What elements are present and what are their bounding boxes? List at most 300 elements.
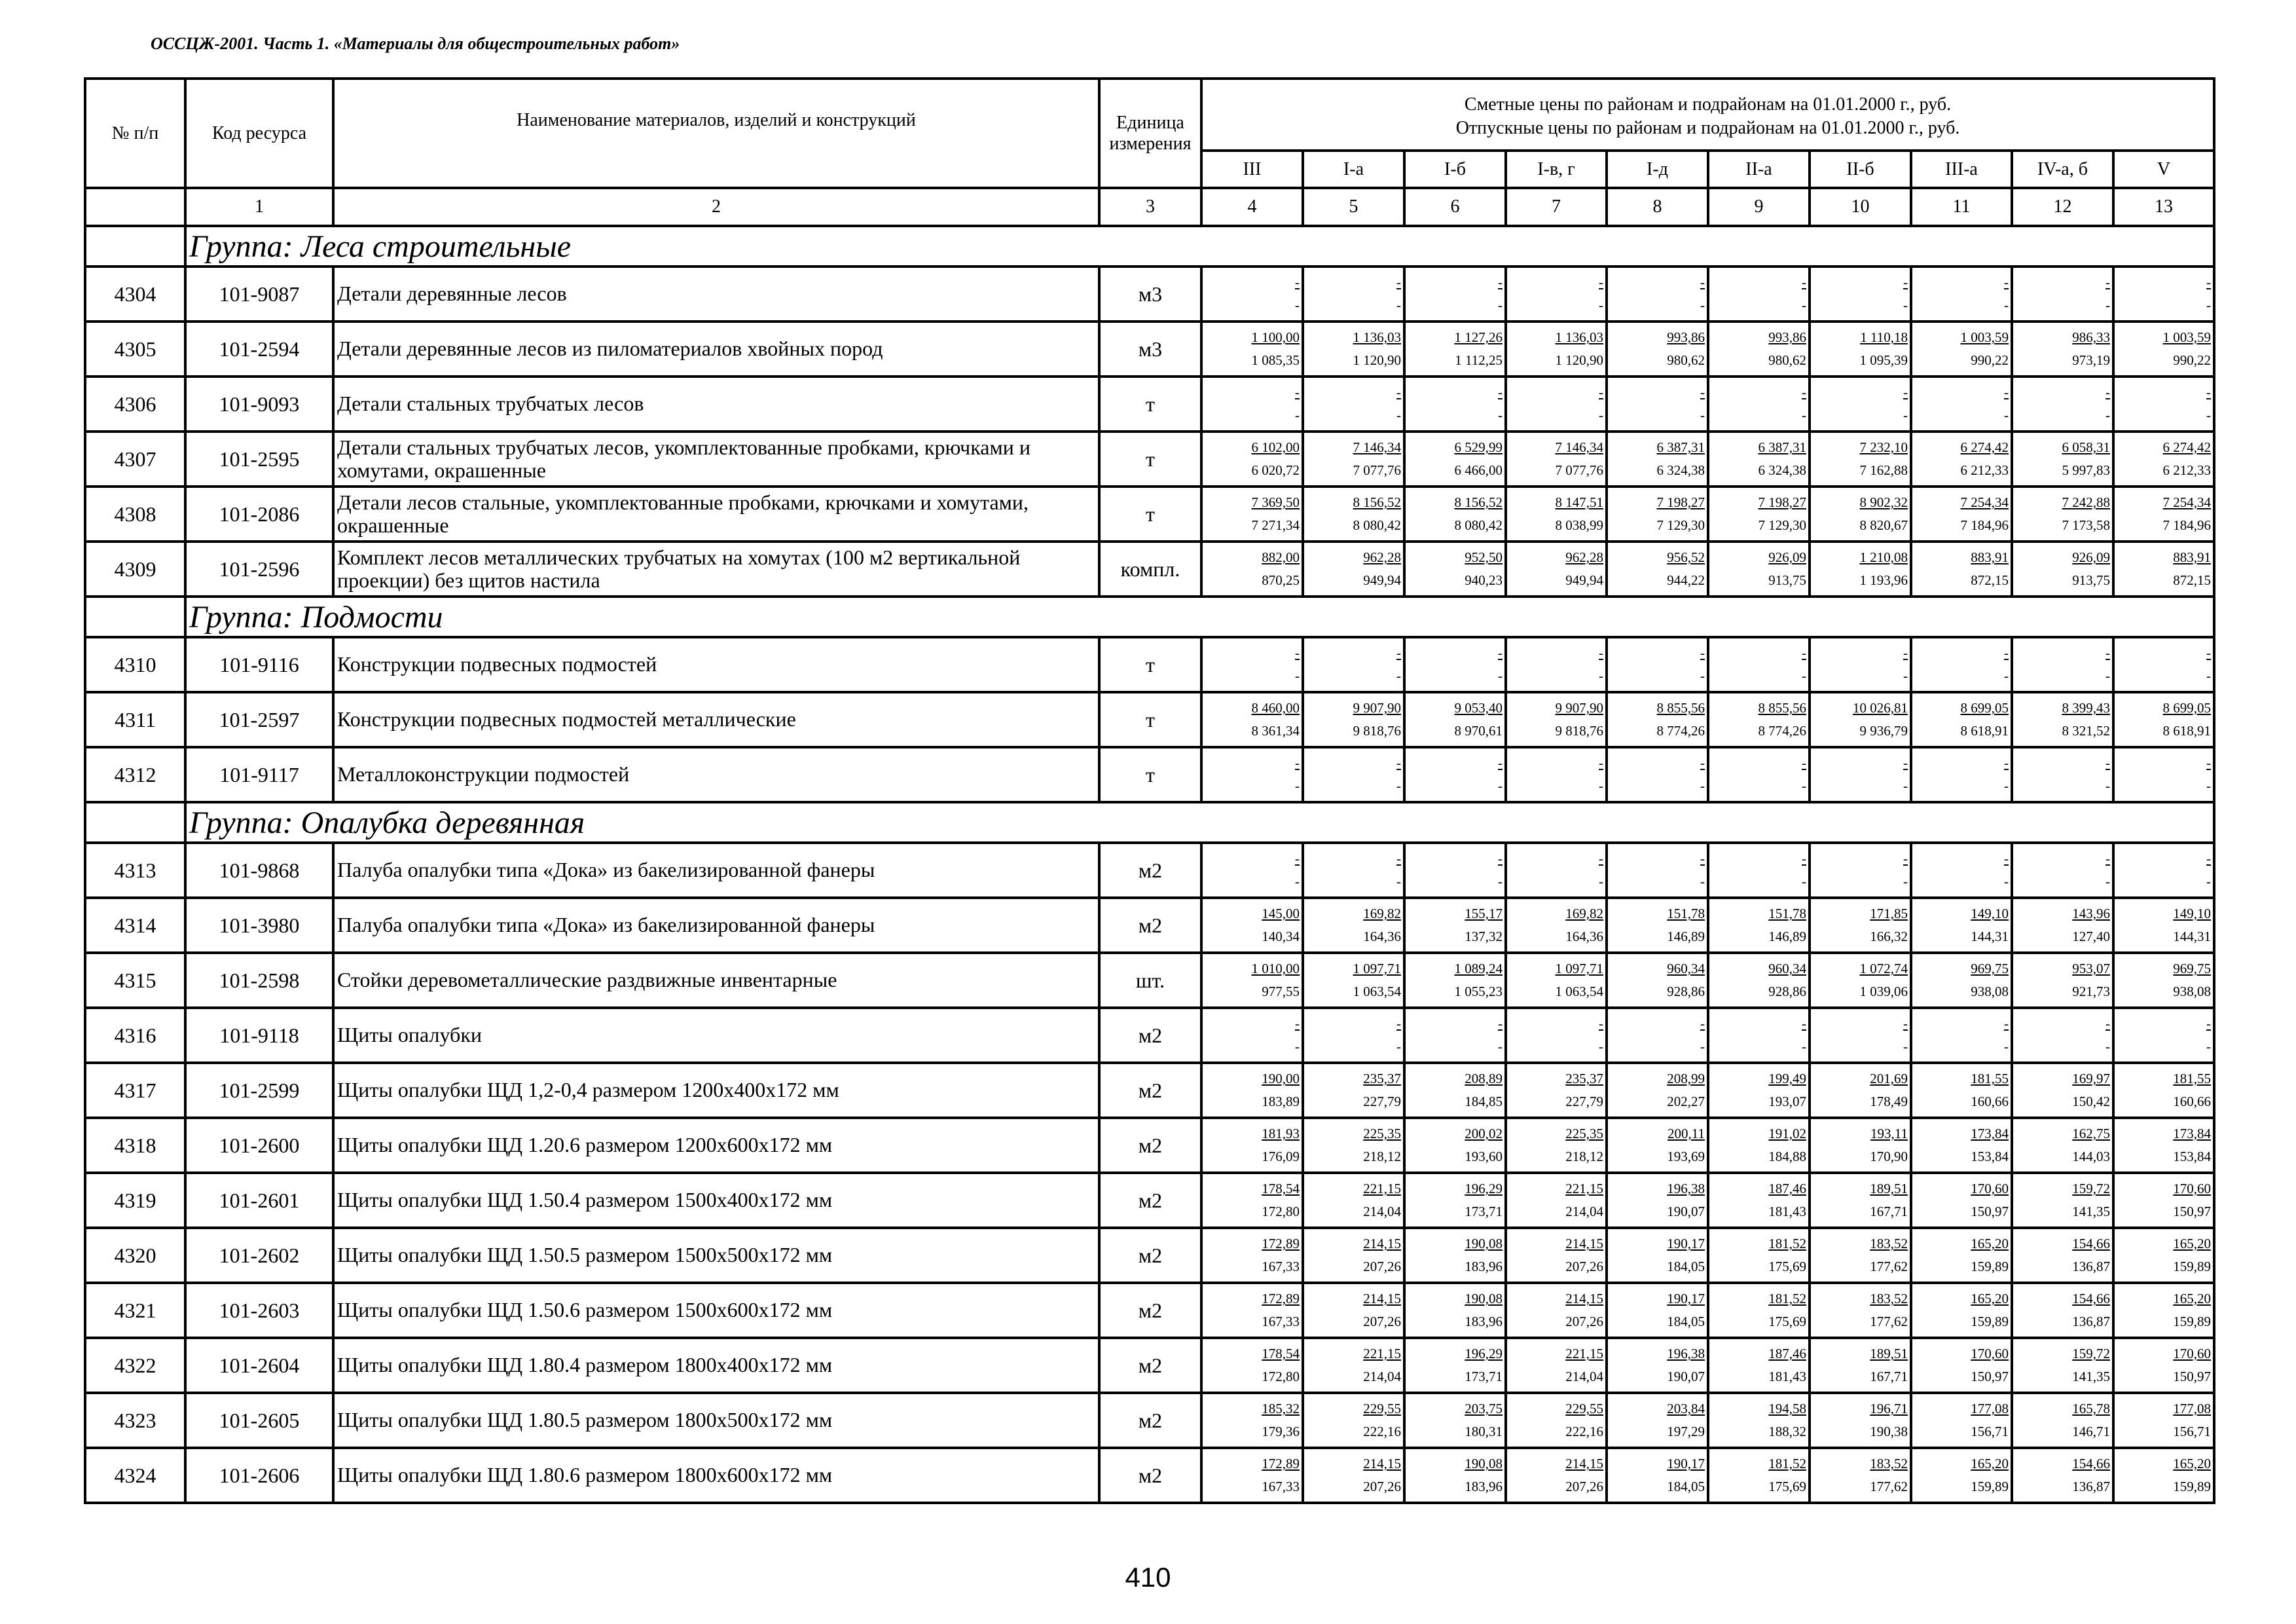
price-cell	[1708, 487, 1810, 542]
release-price: 144,31	[2173, 929, 2212, 944]
release-price: 156,71	[1971, 1424, 2009, 1439]
price-cell	[1506, 898, 1607, 953]
release-price: 870,25	[1262, 572, 1300, 588]
release-price: 184,05	[1667, 1479, 1705, 1494]
release-price: 164,36	[1565, 929, 1603, 944]
release-price: -	[1700, 1039, 1705, 1054]
release-price: 167,33	[1262, 1479, 1300, 1494]
estimate-price: 952,50	[1465, 549, 1503, 565]
release-price: -	[1396, 778, 1401, 794]
release-price: 136,87	[2072, 1314, 2110, 1329]
region-header: I-а	[1303, 151, 1404, 188]
estimate-price: 235,37	[1363, 1071, 1401, 1086]
material-name: Детали деревянные лесов из пиломатериалов хвойных пород	[333, 322, 1099, 377]
estimate-price: 1 003,59	[2162, 329, 2212, 345]
resource-code: 101-2604	[185, 1338, 333, 1393]
estimate-price: 225,35	[1565, 1126, 1603, 1141]
estimate-price: 962,28	[1565, 549, 1603, 565]
price-cell	[2113, 953, 2214, 1008]
estimate-price: 926,09	[2072, 549, 2110, 565]
estimate-price: 170,60	[2173, 1181, 2212, 1196]
estimate-price: 165,20	[1971, 1456, 2009, 1471]
release-price: 8 361,34	[1251, 723, 1300, 739]
release-price: 5 997,83	[2062, 462, 2110, 478]
release-price: -	[1295, 874, 1300, 889]
price-cell	[1404, 1008, 1506, 1063]
price-cell	[1810, 953, 1911, 1008]
release-price: 146,89	[1667, 929, 1705, 944]
release-price: -	[1295, 668, 1300, 684]
estimate-price: -	[1903, 645, 1908, 661]
price-cell	[1506, 692, 1607, 747]
release-price: 183,96	[1465, 1479, 1503, 1494]
column-number: 12	[2012, 188, 2113, 226]
estimate-price: 6 274,42	[1960, 439, 2009, 455]
release-price: 980,62	[1667, 352, 1705, 368]
release-price: 940,23	[1465, 572, 1503, 588]
estimate-price: 1 003,59	[1960, 329, 2009, 345]
column-number-blank	[85, 188, 185, 226]
table-row	[85, 898, 2214, 953]
price-cell	[1303, 1173, 1404, 1228]
price-cell	[1911, 542, 2012, 597]
column-number: 5	[1303, 188, 1404, 226]
release-price: -	[1599, 874, 1603, 889]
release-price: 177,62	[1870, 1314, 1908, 1329]
release-price: -	[2206, 297, 2212, 313]
price-cell	[1911, 1008, 2012, 1063]
release-price: 1 193,96	[1859, 572, 1908, 588]
estimate-price: 190,08	[1465, 1456, 1503, 1471]
price-cell	[1201, 692, 1303, 747]
estimate-price: 190,00	[1262, 1071, 1300, 1086]
material-name: Щиты опалубки ЩД 1.80.5 размером 1800х500х172 мм	[333, 1393, 1099, 1448]
release-price: 227,79	[1363, 1094, 1401, 1109]
release-price: 166,32	[1870, 929, 1908, 944]
release-price: -	[2105, 297, 2110, 313]
price-cell	[1607, 1118, 1708, 1173]
material-name: Палуба опалубки типа «Дока» из бакелизированной фанеры	[333, 898, 1099, 953]
price-cell	[1708, 1283, 1810, 1338]
unit-of-measure: м2	[1099, 898, 1201, 953]
price-cell	[1303, 432, 1404, 487]
release-price: 913,75	[2072, 572, 2110, 588]
estimate-price: 196,38	[1667, 1346, 1705, 1361]
release-price: -	[1396, 874, 1401, 889]
price-cell	[1810, 432, 1911, 487]
estimate-price: -	[2004, 755, 2009, 771]
estimate-price: -	[1599, 1016, 1603, 1031]
release-price: 141,35	[2072, 1204, 2110, 1219]
row-number: 4320	[85, 1228, 185, 1283]
table-row	[85, 747, 2214, 802]
release-price: 150,42	[2072, 1094, 2110, 1109]
row-number: 4313	[85, 843, 185, 898]
price-cell	[1506, 1283, 1607, 1338]
price-cell	[2113, 1008, 2214, 1063]
resource-code: 101-2599	[185, 1063, 333, 1118]
price-cell	[1607, 432, 1708, 487]
price-cell	[2113, 1228, 2214, 1283]
estimate-price: -	[1295, 645, 1300, 661]
price-cell	[1607, 377, 1708, 432]
release-price: 144,31	[1971, 929, 2009, 944]
release-price: 8 774,26	[1758, 723, 1806, 739]
estimate-price: 181,93	[1262, 1126, 1300, 1141]
estimate-price: 172,89	[1262, 1236, 1300, 1251]
row-number: 4324	[85, 1448, 185, 1503]
price-cell	[1404, 322, 1506, 377]
price-cell	[1708, 267, 1810, 322]
row-number: 4321	[85, 1283, 185, 1338]
resource-code: 101-9116	[185, 637, 333, 692]
release-price: -	[1802, 874, 1806, 889]
release-price: 167,71	[1870, 1204, 1908, 1219]
document-header: ОССЦЖ-2001. Часть 1. «Материалы для общестроительных работ»	[151, 34, 680, 53]
release-price: 176,09	[1262, 1149, 1300, 1164]
price-cell	[1404, 747, 1506, 802]
release-price: 6 324,38	[1656, 462, 1705, 478]
estimate-price: 187,46	[1768, 1181, 1806, 1196]
price-cell	[1404, 1393, 1506, 1448]
estimate-price: -	[1396, 1016, 1401, 1031]
price-cell	[1810, 1283, 1911, 1338]
estimate-price: -	[1599, 755, 1603, 771]
release-price: 188,32	[1768, 1424, 1806, 1439]
table-row	[85, 1063, 2214, 1118]
release-price: 156,71	[2173, 1424, 2212, 1439]
release-price: 183,89	[1262, 1094, 1300, 1109]
price-cell	[1303, 267, 1404, 322]
resource-code: 101-9087	[185, 267, 333, 322]
release-price: 167,33	[1262, 1314, 1300, 1329]
price-cell	[1303, 1118, 1404, 1173]
price-cell	[2012, 898, 2113, 953]
resource-code: 101-2600	[185, 1118, 333, 1173]
price-cell	[1607, 1063, 1708, 1118]
price-cell	[1911, 1448, 2012, 1503]
material-name: Детали деревянные лесов	[333, 267, 1099, 322]
price-cell	[2113, 487, 2214, 542]
release-price: 9 818,76	[1555, 723, 1603, 739]
release-price: 153,84	[1971, 1149, 2009, 1164]
release-price: -	[1396, 1039, 1401, 1054]
estimate-price: 165,20	[2173, 1236, 2212, 1251]
price-cell	[1303, 322, 1404, 377]
estimate-price: 229,55	[1363, 1401, 1401, 1416]
price-cell	[1810, 898, 1911, 953]
release-price: 177,62	[1870, 1259, 1908, 1274]
region-header: II-б	[1810, 151, 1911, 188]
column-number: 1	[185, 188, 333, 226]
price-cell	[1303, 747, 1404, 802]
material-name: Щиты опалубки ЩД 1.20.6 размером 1200х600х172 мм	[333, 1118, 1099, 1173]
region-header: I-в, г	[1506, 151, 1607, 188]
estimate-price: -	[1498, 851, 1503, 866]
price-cell	[1201, 322, 1303, 377]
price-cell	[2012, 322, 2113, 377]
release-price: 173,71	[1465, 1369, 1503, 1384]
estimate-price: -	[1802, 851, 1806, 866]
release-price: 150,97	[2173, 1369, 2212, 1384]
estimate-price: 221,15	[1565, 1346, 1603, 1361]
release-price: 6 212,33	[1960, 462, 2009, 478]
release-price: -	[1802, 1039, 1806, 1054]
estimate-price: 181,55	[2173, 1071, 2212, 1086]
release-price: -	[1700, 668, 1705, 684]
release-price: 222,16	[1565, 1424, 1603, 1439]
estimate-price: 178,54	[1262, 1346, 1300, 1361]
price-cell	[2113, 692, 2214, 747]
price-cell	[1810, 267, 1911, 322]
price-cell	[1404, 953, 1506, 1008]
price-cell	[1708, 1173, 1810, 1228]
unit-of-measure: м2	[1099, 1448, 1201, 1503]
release-price: 207,26	[1363, 1259, 1401, 1274]
release-price: 6 324,38	[1758, 462, 1806, 478]
estimate-price: 1 136,03	[1353, 329, 1401, 345]
price-cell	[1911, 267, 2012, 322]
unit-of-measure: т	[1099, 692, 1201, 747]
price-cell	[1404, 1338, 1506, 1393]
release-price: -	[2105, 1039, 2110, 1054]
release-price: -	[1396, 297, 1401, 313]
price-cell	[1201, 487, 1303, 542]
release-price: -	[1700, 297, 1705, 313]
price-cell	[1708, 1118, 1810, 1173]
region-header: III	[1201, 151, 1303, 188]
release-price: -	[2105, 407, 2110, 423]
release-price: -	[1498, 778, 1503, 794]
price-cell	[1810, 1118, 1911, 1173]
release-price: 190,07	[1667, 1204, 1705, 1219]
row-number: 4315	[85, 953, 185, 1008]
estimate-price: -	[1498, 384, 1503, 400]
release-price: 938,08	[2173, 984, 2212, 999]
price-cell	[2113, 1283, 2214, 1338]
release-price: 913,75	[1768, 572, 1806, 588]
price-cell	[2113, 267, 2214, 322]
estimate-price: -	[1295, 274, 1300, 290]
estimate-price: 8 699,05	[2162, 700, 2212, 716]
price-cell	[1708, 542, 1810, 597]
price-cell	[1404, 1283, 1506, 1338]
release-price: 202,27	[1667, 1094, 1705, 1109]
price-cell	[1303, 1448, 1404, 1503]
unit-of-measure: м2	[1099, 843, 1201, 898]
price-cell	[1201, 747, 1303, 802]
release-price: 944,22	[1667, 572, 1705, 588]
column-number: 3	[1099, 188, 1201, 226]
release-price: 207,26	[1363, 1479, 1401, 1494]
price-cell	[1506, 1448, 1607, 1503]
release-price: 175,69	[1768, 1479, 1806, 1494]
table-row	[85, 1448, 2214, 1503]
release-price: -	[1903, 1039, 1908, 1054]
price-cell	[1708, 1448, 1810, 1503]
estimate-price: 8 156,52	[1454, 494, 1503, 510]
region-header: V	[2113, 151, 2214, 188]
column-number: 13	[2113, 188, 2214, 226]
estimate-price: 214,15	[1565, 1291, 1603, 1306]
column-number: 11	[1911, 188, 2012, 226]
estimate-price: 1 127,26	[1454, 329, 1503, 345]
price-cell	[1607, 487, 1708, 542]
estimate-price: 6 387,31	[1758, 439, 1806, 455]
release-price: 973,19	[2072, 352, 2110, 368]
row-number: 4306	[85, 377, 185, 432]
estimate-price: 9 053,40	[1454, 700, 1503, 716]
price-cell	[1708, 1008, 1810, 1063]
estimate-price: 194,58	[1768, 1401, 1806, 1416]
release-price: -	[2004, 668, 2009, 684]
unit-of-measure: м2	[1099, 1008, 1201, 1063]
estimate-price: 8 699,05	[1960, 700, 2009, 716]
estimate-price: 190,17	[1667, 1456, 1705, 1471]
price-cell	[1303, 1008, 1404, 1063]
release-price: 7 129,30	[1758, 517, 1806, 533]
price-cell	[1607, 747, 1708, 802]
release-price: -	[1498, 407, 1503, 423]
unit-of-measure: м2	[1099, 1283, 1201, 1338]
estimate-price: 170,60	[1971, 1346, 2009, 1361]
material-name: Детали стальных трубчатых лесов	[333, 377, 1099, 432]
row-number: 4307	[85, 432, 185, 487]
release-price: 990,22	[1971, 352, 2009, 368]
estimate-price: 6 529,99	[1454, 439, 1503, 455]
price-cell	[1708, 1063, 1810, 1118]
unit-of-measure: м3	[1099, 267, 1201, 322]
region-header: IV-а, б	[2012, 151, 2113, 188]
estimate-price: 1 110,18	[1860, 329, 1908, 345]
price-cell	[2012, 1283, 2113, 1338]
release-price: -	[1295, 778, 1300, 794]
unit-of-measure: м2	[1099, 1338, 1201, 1393]
release-price: -	[1903, 778, 1908, 794]
resource-code: 101-2605	[185, 1393, 333, 1448]
release-price: -	[2206, 874, 2212, 889]
estimate-price: 960,34	[1667, 961, 1705, 976]
price-cell	[1810, 542, 1911, 597]
release-price: -	[1295, 297, 1300, 313]
region-header: I-б	[1404, 151, 1506, 188]
estimate-price: 7 254,34	[1960, 494, 2009, 510]
unit-of-measure: шт.	[1099, 953, 1201, 1008]
estimate-price: -	[1396, 851, 1401, 866]
price-cell	[1708, 377, 1810, 432]
price-cell	[1607, 1283, 1708, 1338]
material-name: Конструкции подвесных подмостей металлические	[333, 692, 1099, 747]
estimate-price: -	[1396, 274, 1401, 290]
unit-of-measure: м2	[1099, 1173, 1201, 1228]
release-price: 227,79	[1565, 1094, 1603, 1109]
price-cell	[2012, 1228, 2113, 1283]
release-price: 9 818,76	[1353, 723, 1401, 739]
price-cell	[1607, 1338, 1708, 1393]
estimate-price: -	[1295, 384, 1300, 400]
estimate-price: -	[2206, 851, 2212, 866]
price-cell	[1607, 1393, 1708, 1448]
price-cell	[1201, 432, 1303, 487]
estimate-price: 7 146,34	[1555, 439, 1603, 455]
price-cell	[1911, 1228, 2012, 1283]
table-row	[85, 432, 2214, 487]
estimate-price: 7 146,34	[1353, 439, 1401, 455]
release-price: 183,96	[1465, 1259, 1503, 1274]
price-cell	[1303, 1228, 1404, 1283]
estimate-price: 181,52	[1768, 1291, 1806, 1306]
estimate-price: 173,84	[2173, 1126, 2212, 1141]
price-cell	[1201, 1173, 1303, 1228]
price-cell	[1506, 322, 1607, 377]
release-price: 1 063,54	[1555, 984, 1603, 999]
release-price: 7 184,96	[1960, 517, 2009, 533]
release-price: 928,86	[1667, 984, 1705, 999]
release-price: 127,40	[2072, 929, 2110, 944]
release-price: 160,66	[1971, 1094, 2009, 1109]
price-cell	[1201, 898, 1303, 953]
estimate-price: -	[2206, 645, 2212, 661]
release-price: -	[2105, 874, 2110, 889]
price-cell	[1810, 637, 1911, 692]
price-cell	[1810, 1448, 1911, 1503]
price-cell	[2113, 322, 2214, 377]
estimate-price: 165,20	[2173, 1456, 2212, 1471]
estimate-price: 7 232,10	[1859, 439, 1908, 455]
price-cell	[1506, 1228, 1607, 1283]
estimate-price: -	[1802, 645, 1806, 661]
price-cell	[1303, 1393, 1404, 1448]
release-price: 8 038,99	[1555, 517, 1603, 533]
release-price: -	[1498, 668, 1503, 684]
price-cell	[1911, 1338, 2012, 1393]
price-cell	[1810, 322, 1911, 377]
material-name: Конструкции подвесных подмостей	[333, 637, 1099, 692]
price-cell	[2113, 432, 2214, 487]
price-cell	[1911, 953, 2012, 1008]
price-cell	[2012, 1173, 2113, 1228]
release-price: 872,15	[2173, 572, 2212, 588]
release-price: 8 618,91	[1960, 723, 2009, 739]
resource-code: 101-9093	[185, 377, 333, 432]
estimate-price: 8 855,56	[1656, 700, 1705, 716]
price-cell	[1201, 1393, 1303, 1448]
estimate-price: 9 907,90	[1555, 700, 1603, 716]
price-cell	[1201, 1063, 1303, 1118]
price-cell	[1911, 377, 2012, 432]
release-price: 8 321,52	[2062, 723, 2110, 739]
release-price: 214,04	[1363, 1369, 1401, 1384]
group-title: Группа: Опалубка деревянная	[185, 802, 2214, 843]
release-price: 184,88	[1768, 1149, 1806, 1164]
table-row	[85, 843, 2214, 898]
price-cell	[1911, 898, 2012, 953]
price-cell	[1810, 1228, 1911, 1283]
estimate-price: 196,38	[1667, 1181, 1705, 1196]
estimate-price: -	[2105, 645, 2110, 661]
column-number: 4	[1201, 188, 1303, 226]
price-cell	[2113, 1338, 2214, 1393]
estimate-price: 6 102,00	[1251, 439, 1300, 455]
price-cell	[1708, 637, 1810, 692]
estimate-price: 993,86	[1768, 329, 1806, 345]
page-number: 410	[1125, 1562, 1171, 1593]
estimate-price: -	[1700, 1016, 1705, 1031]
price-cell	[1404, 377, 1506, 432]
price-cell	[1607, 542, 1708, 597]
release-price: 159,89	[2173, 1314, 2212, 1329]
price-cell	[1607, 1173, 1708, 1228]
